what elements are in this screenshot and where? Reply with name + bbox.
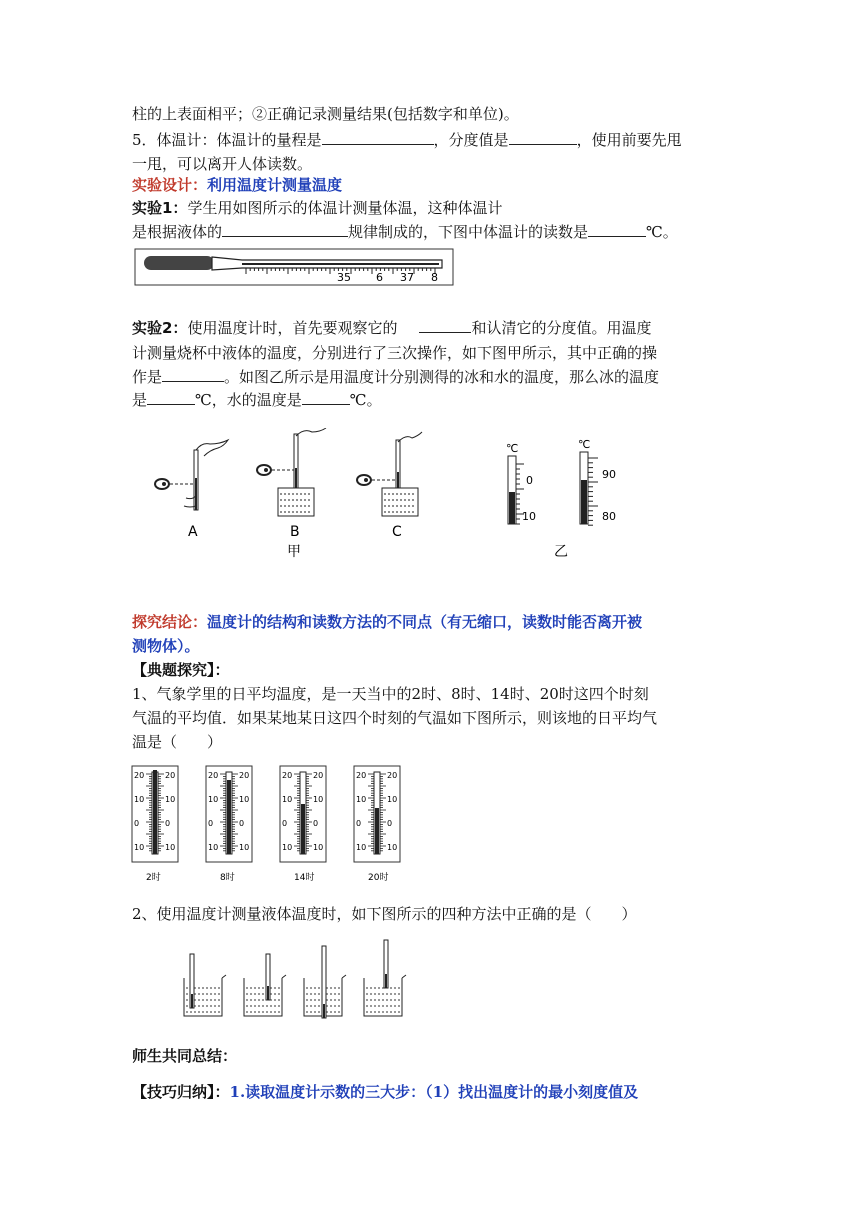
text-line-2: 5．体温计：体温计的量程是 ，分度值是 ，使用前要先甩 [132, 131, 682, 149]
caption-jia: 甲 [287, 544, 301, 558]
q1-scale-label: 20 [134, 771, 145, 780]
q2-line: 2、使用温度计测量液体温度时，如下图所示的四种方法中正确的是（ ） [132, 905, 637, 923]
q1-scale-label: 10 [356, 843, 367, 852]
tick-label-37: 37 [400, 271, 414, 284]
q2-beaker-1 [184, 954, 226, 1016]
operation-c [357, 432, 422, 540]
exp2-line-3: 作是 。如图乙所示是用温度计分别测得的冰和水的温度，那么冰的温度 [132, 368, 660, 386]
tick-label-6: 6 [376, 271, 383, 284]
exp2-line-2: 计测量烧杯中液体的温度，分别进行了三次操作，如下图甲所示，其中正确的操 [132, 344, 658, 362]
text-line-1: 柱的上表面相平；②正确记录测量结果(包括数字和单位)。 [132, 105, 519, 123]
q1-scale-label: 0 [239, 819, 245, 828]
design-heading: 实验设计：利用温度计测量温度 [132, 176, 343, 194]
q1-line-1: 1、气象学里的日平均温度，是一天当中的2时、8时、14时、20时这四个时刻 [132, 685, 649, 703]
unit-left: ℃ [506, 442, 519, 455]
blank-reading[interactable] [588, 222, 646, 237]
q1-time-label: 2时 [146, 873, 161, 883]
exp2-line-4: 是 ℃，水的温度是 ℃。 [132, 391, 382, 409]
figure-jia-operations [150, 428, 440, 558]
q1-scale-label: 0 [356, 819, 362, 828]
q1-scale-label: 0 [313, 819, 319, 828]
exp1-line: 实验1：学生用如图所示的体温计测量体温，这种体温计 [132, 199, 503, 217]
q1-scale-label: 0 [208, 819, 214, 828]
q1-scale-label: 20 [282, 771, 293, 780]
q1-scale-label: 20 [356, 771, 367, 780]
q1-thermometer-2 [206, 766, 252, 883]
q1-scale-label: 10 [165, 843, 176, 852]
q1-line-3: 温是（ ） [132, 733, 223, 751]
label-a: A [188, 524, 198, 540]
ice-scale-0: 0 [526, 474, 533, 487]
q2-beaker-3 [304, 946, 346, 1018]
q1-scale-label: 0 [134, 819, 140, 828]
q1-scale-label: 10 [165, 795, 176, 804]
blank-correct-op[interactable] [162, 367, 224, 382]
operation-b [257, 428, 326, 540]
q1-scale-label: 20 [208, 771, 219, 780]
q1-scale-label: 10 [239, 795, 250, 804]
q1-scale-label: 20 [313, 771, 324, 780]
water-thermometer [578, 438, 616, 525]
q1-time-label: 8时 [220, 873, 235, 883]
label-c: C [392, 524, 402, 540]
q1-scale-label: 0 [282, 819, 288, 828]
typical-heading: 【典题探究】： [132, 661, 230, 679]
q1-scale-label: 20 [165, 771, 176, 780]
q1-scale-label: 10 [208, 843, 219, 852]
figure-q1-thermometers [130, 764, 410, 886]
ice-thermometer [506, 442, 536, 524]
q1-scale-label: 10 [134, 843, 145, 852]
conclusion-line-2: 测物体）。 [132, 637, 200, 655]
blank-range[interactable] [322, 130, 434, 145]
figure-yi-thermometers [498, 438, 638, 560]
q1-line-2: 气温的平均值．如果某地某日这四个时刻的气温如下图所示，则该地的日平均气 [132, 709, 658, 727]
q1-scale-label: 10 [282, 795, 293, 804]
q1-scale-label: 10 [208, 795, 219, 804]
ice-scale-10: 10 [522, 510, 536, 523]
water-scale-80: 80 [602, 510, 616, 523]
blank-division[interactable] [509, 130, 577, 145]
q1-time-label: 14时 [294, 873, 315, 883]
q1-scale-label: 10 [387, 843, 398, 852]
skill-line: 【技巧归纳】：1.读取温度计示数的三大步：（1）找出温度计的最小刻度值及 [132, 1083, 639, 1101]
operation-a [155, 440, 228, 540]
q1-scale-label: 20 [387, 771, 398, 780]
q1-scale-label: 10 [134, 795, 145, 804]
blank-ice-temp[interactable] [147, 390, 195, 405]
unit-right: ℃ [578, 438, 591, 451]
q1-scale-label: 20 [239, 771, 250, 780]
label-b: B [290, 524, 300, 540]
exp2-line-1: 实验2：使用温度计时，首先要观察它的 和认清它的分度值。用温度 [132, 319, 652, 337]
summary-heading: 师生共同总结： [132, 1047, 238, 1065]
q1-scale-label: 10 [313, 843, 324, 852]
figure-q2-beakers [180, 938, 410, 1020]
q1-scale-label: 0 [387, 819, 393, 828]
text-line-3: 一甩，可以离开人体读数。 [132, 155, 313, 173]
q1-time-label: 20时 [368, 873, 389, 883]
q1-scale-label: 0 [165, 819, 171, 828]
caption-yi: 乙 [554, 544, 568, 560]
blank-range-2[interactable] [419, 318, 471, 333]
q1-thermometer-4 [354, 766, 400, 883]
q1-scale-label: 10 [239, 843, 250, 852]
q1-scale-label: 10 [282, 843, 293, 852]
water-scale-90: 90 [602, 468, 616, 481]
q1-thermometer-3 [280, 766, 326, 883]
conclusion-line-1: 探究结论：温度计的结构和读数方法的不同点（有无缩口，读数时能否离开被 [132, 613, 643, 631]
q1-scale-label: 10 [387, 795, 398, 804]
q1-thermometer-1 [132, 766, 178, 883]
exp1-line-2: 是根据液体的 规律制成的，下图中体温计的读数是 ℃。 [132, 223, 678, 241]
q2-beaker-2 [244, 954, 286, 1016]
q1-scale-label: 10 [356, 795, 367, 804]
tick-label-35: 35 [337, 271, 351, 284]
q1-scale-label: 10 [313, 795, 324, 804]
q2-beaker-4 [364, 940, 406, 1016]
blank-water-temp[interactable] [302, 390, 350, 405]
tick-label-8: 8 [431, 271, 438, 284]
blank-rule[interactable] [222, 222, 348, 237]
clinical-thermometer-figure [134, 248, 454, 286]
